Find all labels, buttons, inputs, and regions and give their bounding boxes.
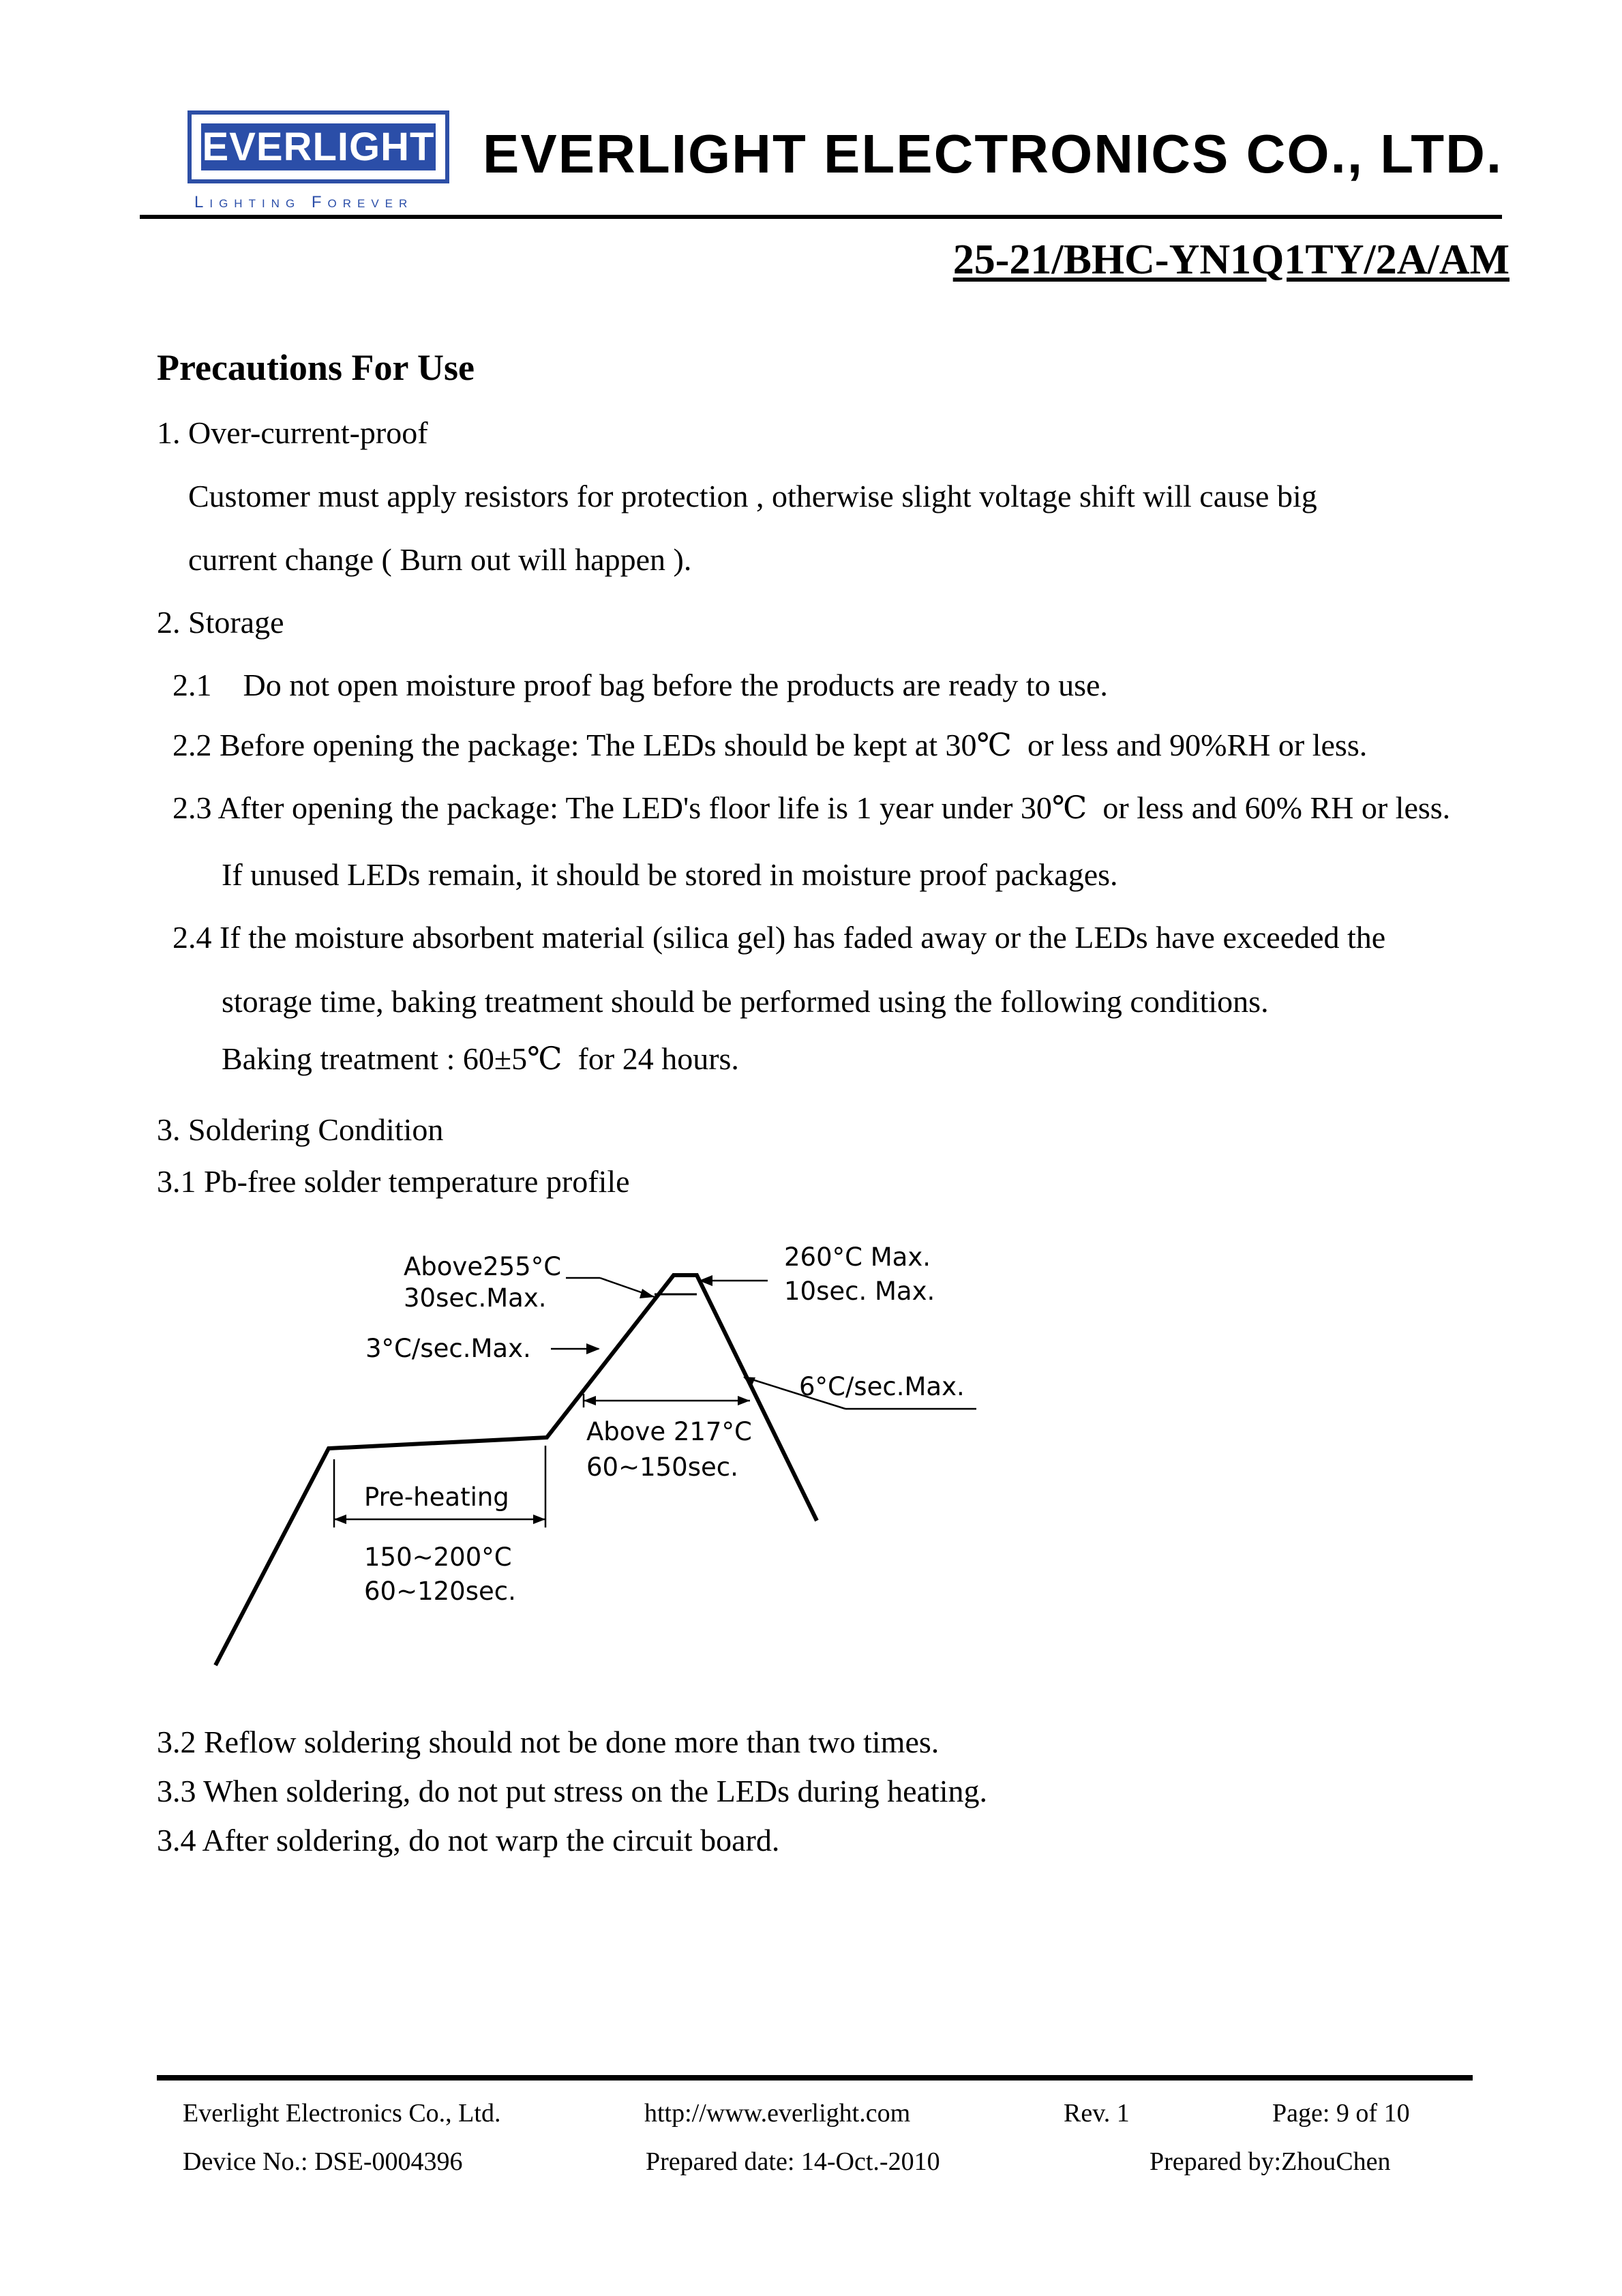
item-1-text-line-2: current change ( Burn out will happen ). bbox=[188, 542, 692, 577]
ramp-down-label: 6°C/sec.Max. bbox=[799, 1372, 965, 1401]
above217-label: Above 217°C bbox=[586, 1417, 752, 1446]
footer-revision: Rev. 1 bbox=[1064, 2099, 1130, 2128]
item-2-3-line-2: If unused LEDs remain, it should be stored in moisture proof packages. bbox=[222, 857, 1118, 892]
reflow-profile-diagram bbox=[205, 1221, 995, 1671]
ramp-up-arrowhead bbox=[586, 1343, 600, 1354]
logo-tagline: Lighting Forever bbox=[194, 193, 414, 211]
item-2-1: 2.1 Do not open moisture proof bag before the products are ready to use. bbox=[172, 668, 1108, 702]
preheat-label: Pre-heating bbox=[364, 1482, 509, 1512]
footer-device-no: Device No.: DSE-0004396 bbox=[183, 2147, 463, 2176]
footer-page: Page: 9 of 10 bbox=[1272, 2099, 1410, 2128]
item-1-heading: 1. Over-current-proof bbox=[157, 415, 428, 450]
item-3-heading: 3. Soldering Condition bbox=[157, 1112, 444, 1147]
preheat-temp-label: 150~200°C bbox=[364, 1542, 512, 1572]
item-2-4-line-3: Baking treatment : 60±5℃ for 24 hours. bbox=[222, 1041, 739, 1076]
item-2-4-line-2: storage time, baking treatment should be performed using the following conditions. bbox=[222, 984, 1269, 1019]
above255-label: Above255°C bbox=[404, 1252, 562, 1281]
section-title: Precautions For Use bbox=[157, 347, 475, 388]
above217-time-label: 60~150sec. bbox=[586, 1452, 738, 1482]
company-logo bbox=[187, 110, 449, 183]
peak-temp-label: 260°C Max. bbox=[784, 1242, 931, 1272]
above255-arrowhead bbox=[640, 1289, 655, 1298]
item-3-2: 3.2 Reflow soldering should not be done more than two times. bbox=[157, 1725, 940, 1759]
preheat-time-label: 60~120sec. bbox=[364, 1577, 516, 1606]
company-name: EVERLIGHT ELECTRONICS CO., LTD. bbox=[483, 123, 1503, 184]
item-2-heading: 2. Storage bbox=[157, 605, 284, 640]
item-3-1: 3.1 Pb-free solder temperature profile bbox=[157, 1164, 630, 1199]
item-3-3: 3.3 When soldering, do not put stress on the LEDs during heating. bbox=[157, 1774, 987, 1808]
above255-time-label: 30sec.Max. bbox=[404, 1283, 547, 1313]
item-2-2: 2.2 Before opening the package: The LEDs should be kept at 30℃ or less and 90%RH or less. bbox=[172, 728, 1368, 762]
item-1-text-line-1: Customer must apply resistors for protection , otherwise slight voltage shift will cause big bbox=[188, 479, 1317, 513]
footer-company: Everlight Electronics Co., Ltd. bbox=[183, 2099, 501, 2128]
footer-prepared-by: Prepared by:ZhouChen bbox=[1150, 2147, 1391, 2176]
part-number: 25-21/BHC-YN1Q1TY/2A/AM bbox=[952, 237, 1510, 283]
item-3-4: 3.4 After soldering, do not warp the circuit board. bbox=[157, 1823, 780, 1858]
logo-wordmark: EVERLIGHT bbox=[202, 125, 435, 169]
footer-prepared-date: Prepared date: 14-Oct.-2010 bbox=[646, 2147, 940, 2176]
item-2-4: 2.4 If the moisture absorbent material (silica gel) has faded away or the LEDs have exceeded the bbox=[172, 920, 1386, 955]
footer-url: http://www.everlight.com bbox=[644, 2099, 911, 2128]
header-divider bbox=[140, 215, 1502, 219]
peak-time-label: 10sec. Max. bbox=[784, 1277, 935, 1306]
item-2-3: 2.3 After opening the package: The LED's floor life is 1 year under 30℃ or less and 60% RH or less. bbox=[172, 790, 1451, 825]
ramp-up-label: 3°C/sec.Max. bbox=[365, 1334, 531, 1363]
footer-divider bbox=[157, 2075, 1473, 2081]
